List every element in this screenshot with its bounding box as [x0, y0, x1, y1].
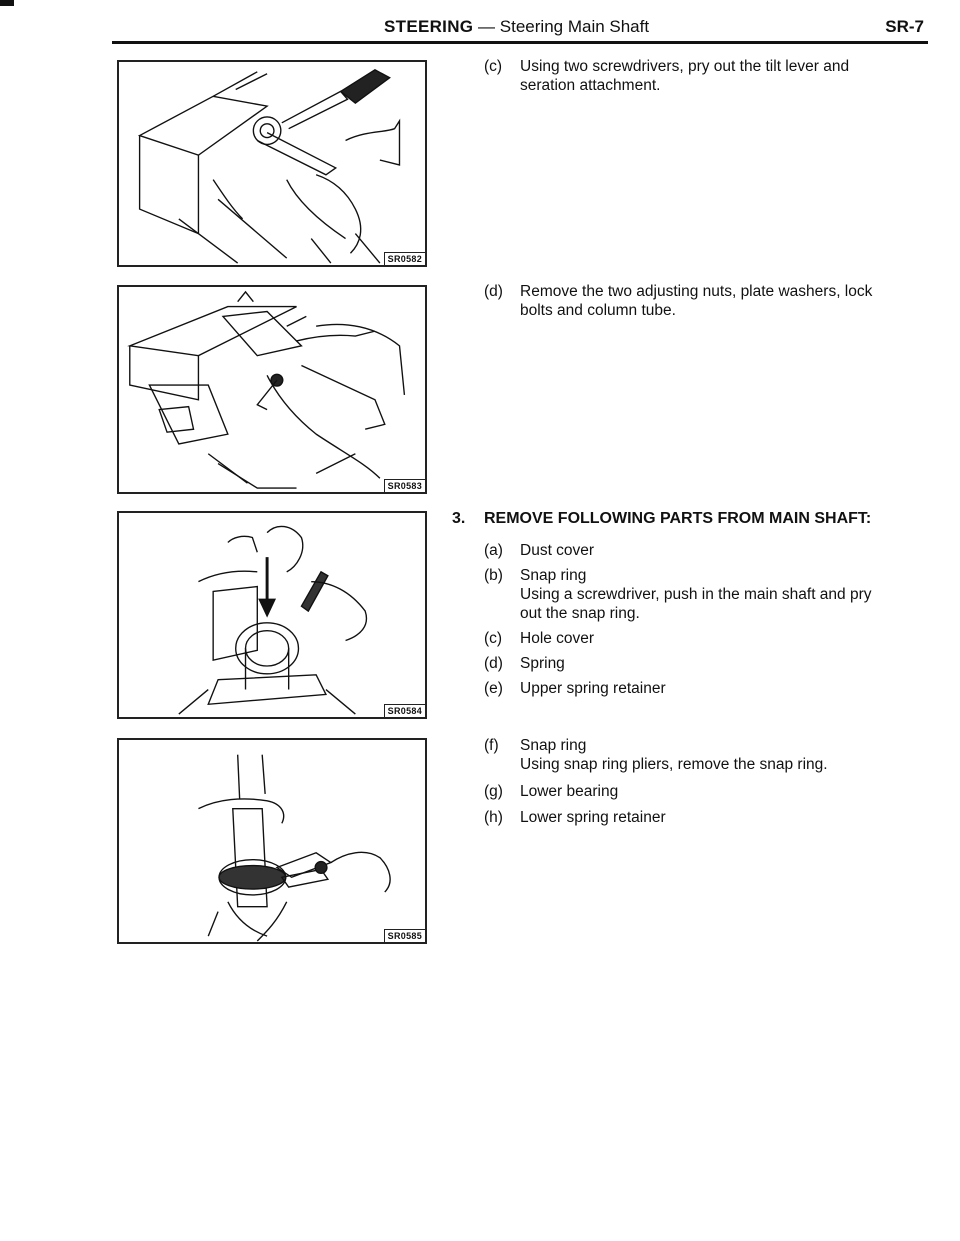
header-rule	[112, 41, 928, 44]
item-title: Snap ring	[520, 567, 587, 584]
item-text: Spring	[520, 655, 565, 672]
illustration-snap-ring-screwdriver	[119, 513, 425, 717]
item-note: out the snap ring.	[520, 605, 640, 622]
figure-code: SR0582	[384, 252, 425, 265]
figure-code: SR0584	[384, 704, 425, 717]
step-text	[520, 282, 872, 320]
item-title: Snap ring	[520, 737, 587, 754]
item-text	[520, 566, 872, 623]
header-section: STEERING	[384, 17, 474, 36]
item-label: (g)	[484, 783, 503, 800]
illustration-column-tube	[119, 287, 425, 492]
item-note: Using snap ring pliers, remove the snap ring.	[520, 756, 828, 773]
page-code: SR-7	[885, 17, 924, 36]
step-text-line: Remove the two adjusting nuts, plate washers, lock	[520, 283, 873, 300]
step-text-line: Using two screwdrivers, pry out the tilt lever and	[520, 58, 850, 75]
item-label: (b)	[484, 567, 503, 584]
corner-scan-mark	[0, 0, 14, 6]
figure-column-tube	[117, 285, 427, 494]
item-text: Hole cover	[520, 630, 595, 647]
item-note: Using a screwdriver, push in the main shaft and pry	[520, 586, 872, 603]
step-text-line: bolts and column tube.	[520, 302, 676, 319]
step-text-line: seration attachment.	[520, 77, 661, 94]
figure-code: SR0585	[384, 929, 425, 942]
item-label: (h)	[484, 809, 503, 826]
item-text: Lower bearing	[520, 783, 619, 800]
step-label: (d)	[484, 283, 503, 300]
page-header	[112, 10, 928, 44]
figure-tilt-lever	[117, 60, 427, 267]
figure-code: SR0583	[384, 479, 425, 492]
item-label: (c)	[484, 630, 503, 647]
illustration-tilt-lever	[119, 62, 425, 265]
header-separator: —	[478, 17, 496, 36]
item-label: (a)	[484, 542, 503, 559]
step-label: (c)	[484, 58, 503, 75]
section-title: REMOVE FOLLOWING PARTS FROM MAIN SHAFT:	[484, 510, 872, 527]
item-label: (d)	[484, 655, 503, 672]
item-text: Upper spring retainer	[520, 680, 666, 697]
item-text: Dust cover	[520, 542, 595, 559]
illustration-snap-ring-pliers	[119, 740, 425, 942]
header-subsection: Steering Main Shaft	[499, 17, 650, 36]
figure-snap-ring-pliers	[117, 738, 427, 944]
header-title	[384, 17, 649, 37]
section-number: 3.	[452, 510, 466, 527]
figure-snap-ring-screwdriver	[117, 511, 427, 719]
item-text: Lower spring retainer	[520, 809, 666, 826]
item-label: (e)	[484, 680, 503, 697]
step-text	[520, 57, 849, 95]
item-label: (f)	[484, 737, 499, 754]
item-text	[520, 736, 828, 774]
